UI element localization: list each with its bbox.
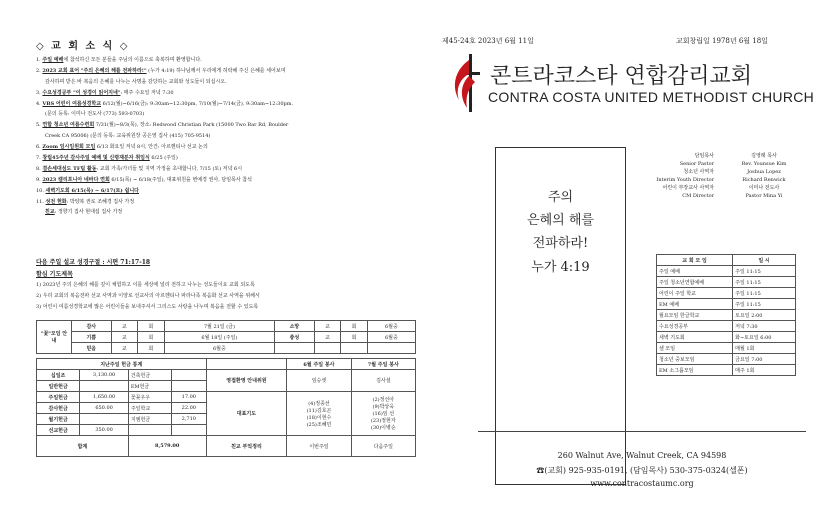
news-item-head: Zoom 임시임원회 모임 [42,144,96,151]
duty-head-july: 7월 주일 봉사 [351,359,415,370]
church-phone: ☎(교회) 925-935-0191, (담임목사) 530-375-0324(셀폰) [536,466,748,475]
schedule-cell: 6월중 [367,321,415,332]
news-item-number: 3. [36,89,43,96]
schedule-cell: 교 [111,332,138,343]
staff-names [723,153,805,201]
issue-number: 제45-24호 2023년 6월 11일 [442,37,534,45]
schedule-cell: 교 [111,343,138,354]
staff-role-en: Interim Youth Director [656,177,714,183]
staff-name-en: Rev. Younsue Kim [741,161,787,167]
meeting-time: 금요일 7:00 [733,354,796,365]
offering-cell: 선교헌금 [37,425,80,436]
meeting-name: 수요성경공부 [657,321,733,332]
news-item-text: (누가 4:19) 하나님께서 우리에게 허락해 주신 은혜를 세어보며 [146,67,286,74]
news-item [36,142,416,153]
church-name-korean: 콘트라코스타 연합감리교회 [490,64,753,89]
news-item-head: 연합 청소년 여름수련회 [42,122,95,129]
meeting-row [657,321,796,332]
duty-july: (2)정선아 (9)박상욱 (16)임 선 (23)정현자 (30)이병순 [351,392,415,436]
staff-name-kr: Joshua Lopez [747,169,781,175]
meeting-row [657,266,796,277]
offering-cell: 22.00 [172,403,206,414]
schedule-cell: 6월중 [164,343,274,354]
founded-date: 교회창립일 1978년 6월 18일 [676,37,768,45]
news-item-head: 결손세대섬도 TF팀 활동 [42,165,97,172]
schedule-cell: 소망 [275,321,315,332]
meeting-time: 화~토요일 6:00 [733,332,796,343]
news-item-number: 5. [36,122,43,129]
duty-july: 다음주일 [351,436,415,457]
meeting-time: 주일 11:15 [733,266,796,277]
staff-roles [632,153,714,201]
news-item [36,175,416,186]
offering-cell: 감사헌금 [37,403,80,414]
news-item [36,120,416,131]
meeting-time: 매월 1회 [733,343,796,354]
meeting-row [657,365,796,376]
meeting-time: 매주 1회 [733,365,796,376]
sermon-line-4: 누가 4:19 [531,260,590,275]
meeting-row [657,277,796,288]
offering-cell [172,370,206,381]
offering-cell: 3,130.00 [80,370,129,381]
offering-cell: 십일조 [37,370,80,381]
offering-cell: 일반헌금 [37,381,80,392]
schedule-cell: 회 [341,321,368,332]
news-item-text: 에 참석하신 모든 분들을 주님의 이름으로 축복하며 환영합니다. [63,57,202,63]
schedule-cell [275,343,315,354]
sermon-line-3: 전파하라! [532,236,589,251]
bible-heading: 다음 주일 설교 성경구절 : 시편 71:17-18 [36,259,151,266]
meeting-name: EM 예배 [657,299,733,310]
schedule-cell: 7월 21일 (금) [164,321,274,332]
schedule-cell: 감사 [72,321,112,332]
offering-total-value: 8,579.00 [128,436,206,457]
offering-cell: 650.00 [80,403,129,414]
meeting-name: 셀 모임 [657,343,733,354]
offering-cell [128,425,171,436]
duty-label: 대표기도 [206,392,287,436]
duty-july: 김사셜 [351,370,415,392]
meeting-time: 토요일 2:00 [733,310,796,321]
news-item-text: : 정향기 집사 현대섭 집사 가정 [54,209,123,216]
schedule-cell: 교 [314,321,341,332]
prayer-item: 2) 우리 교회의 복음전파 선교 사역과 이양로 선교사의 아르헨티나 파라나족 복음화 선교 사역을 위해서 [36,293,260,299]
offering-cell: 주일학교 [128,403,171,414]
news-item-text: 감사하며 받은 바 복음의 은혜를 나누는 사명을 감당하는 교회와 성도들이 되십시오. [45,78,227,85]
meeting-name: 새벽 기도회 [657,332,733,343]
news-item-text: 6/12(월)~6/16(금): 9:30am~12:30pm, 7/10(월)~7/14(금), 9:30am~12:30pm. [101,100,294,107]
news-item [36,55,416,66]
news-item [36,77,416,88]
offering-table [36,358,416,457]
duty-blank [206,359,287,370]
meeting-name: 주일 예배 [657,266,733,277]
news-item [36,164,416,175]
schedule-cell: 회 [138,343,165,354]
meeting-row [657,299,796,310]
news-item [36,109,416,120]
church-address: 260 Walnut Ave, Walnut Creek, CA 94598 [557,451,727,460]
staff-name-en: Richard Renwick [742,177,786,183]
duty-june: (4)정종선 (11)김호곤 (18)이현수 (25)조혜민 [287,392,351,436]
prayer-item: 3) 어린이 여름성경학교에 많은 어린이들을 보내주셔서 그리스도 사랑을 나누며 복음을 전할 수 있도록 [36,304,259,310]
duty-label: 영접환영 안내위원 [206,370,287,392]
offering-cell: 2,710 [172,414,206,425]
schedule-cell: 회 [341,332,368,343]
news-item-text: 7/31(월)~8/3(목), 장소: Redwood Christian Park (15000 Two Bar Rd, Boulder [94,122,289,129]
staff-role-en: CM Director [682,193,714,199]
meeting-row [657,354,796,365]
duty-head-june: 6월 주일 봉사 [287,359,351,370]
news-list [36,55,416,218]
meeting-row [657,310,796,321]
cross-flame-logo-icon [445,52,487,114]
sermon-title-box [495,147,626,485]
news-item-number: 4. [36,100,43,107]
news-title: ◇ 교 회 소 식 ◇ [36,41,130,52]
sermon-line-1: 주의 [547,190,574,205]
news-item-text: (문의 등록: 이미나 전도사 (773) 593-0703) [45,111,145,118]
news-item-head: 2023 교회 표어 "주의 은혜의 해를 전파하라!" [42,67,147,74]
news-item [36,66,416,77]
offering-cell: 건축헌금 [128,370,171,381]
meeting-time: 저녁 7:30 [733,321,796,332]
news-item [36,186,416,197]
schedule-row [37,343,416,354]
staff-role-kr: 담임목사 [694,153,714,159]
news-item [36,197,416,208]
news-item-number: 10. [36,187,46,194]
news-item-head: 창립45주년 감사주일 예배 및 신령재분자 취임식 [42,155,150,162]
news-item-number: 8. [36,165,43,172]
news-item [36,99,416,110]
schedule-cell: 6월중 [367,332,415,343]
meeting-name: EM 소그룹모임 [657,365,733,376]
offering-cell [80,381,129,392]
offering-title: 지난주일 헌금 통계 [37,359,207,370]
offering-cell [172,381,206,392]
offering-row [37,370,416,381]
offering-cell: 주일헌금 [37,392,80,403]
prayer-heading: 함심 기도제목 [36,271,73,278]
news-item-number: 9. [36,176,43,183]
staff-role-kr: 어린이 부장교사 사역자 [662,185,714,191]
news-item-number: 7. [36,155,43,162]
offering-cell: 17.00 [172,392,206,403]
meeting-time: 주일 11:15 [733,277,796,288]
schedule-cell: 회 [138,321,165,332]
prayer-list [36,282,260,315]
meeting-time: 주일 11:15 [733,288,796,299]
church-website: www.contracostaumc.org [590,479,694,488]
staff-role-en: Senior Pastor [679,161,714,167]
meeting-row [657,332,796,343]
prayer-item: 1) 2023년 주의 은혜의 해를 깊이 체험하고 이를 세상에 널리 전하고 나누는 성도들이요 교회 되도록 [36,282,255,288]
staff-name-kr: 이미나 전도사 [748,185,780,191]
schedule-cell: 충성 [275,332,315,343]
meetings-table [656,254,796,376]
divider [478,431,806,432]
news-item-head: 성전 현화 [45,198,67,205]
news-item [36,88,416,99]
meeting-row [657,343,796,354]
schedule-row [37,321,416,332]
offering-total-label: 합계 [37,436,129,457]
offering-cell [80,414,129,425]
schedule-cell [341,343,368,354]
news-item-head: 새벽기도회 6/15(목) ~ 6/17(토) 쉽니다 [45,187,139,194]
schedule-cell: 회 [138,332,165,343]
news-item-text: 6/25 (주일) [149,155,178,162]
offering-row [37,392,416,403]
schedule-cell: 6월 18일 (주일) [164,332,274,343]
duty-label: 친교 부엌정리 [206,436,287,457]
news-item-text: : 교회 가족/가녀들 및 지역 가정을 초대합니다, 7/15 (토) 저녁 6시 [96,165,243,172]
news-item-head: VBS 어린이 여름성경학교 [42,100,102,107]
meetings-header: 일 시 [733,255,796,266]
meetings-header: 교 회 모 임 [657,255,733,266]
news-item [36,153,416,164]
news-item [36,131,416,142]
schedule-cell: 교 [111,321,138,332]
duty-june: 임승셋 [287,370,351,392]
schedule-cell: 교 [314,332,341,343]
schedule-label: "꽃"모임 안내 [37,321,72,354]
schedule-row [37,332,416,343]
church-name-english: CONTRA COSTA UNITED METHODIST CHURCH [488,89,815,105]
schedule-cell [367,343,415,354]
duty-june: 이번주일 [287,436,351,457]
news-item-text: Creek CA 95006) (문의 등록: 교육위원장 공은영 집사 (415) 705-9514) [45,133,211,140]
meeting-name: 어린이 주일 학교 [657,288,733,299]
offering-cell: 꽃꽂우우 [128,392,171,403]
schedule-table [36,320,416,354]
offering-cell [172,425,206,436]
news-item-head: 수요성경공부 "이 성경이 읽어지네" [42,89,121,96]
meeting-row [657,288,796,299]
news-item-text: : 매주 수요일 저녁 7:30 [120,89,174,96]
sermon-line-2: 은혜의 해를 [527,213,594,228]
staff-name-en: Pastor Mina Yi [745,193,783,199]
meeting-time: 주일 11:15 [733,299,796,310]
offering-cell: 350.00 [80,425,129,436]
news-item-head: 주일 예배 [42,57,64,63]
offering-cell: EM헌금 [128,381,171,392]
news-item-text: : 박양복 권로 조혜경 집사 가정 [66,198,135,205]
offering-cell: 지엠헌금 [128,414,171,425]
meeting-name: 주일 청소년연합예배 [657,277,733,288]
news-item-text: 6/13 화요일 저녁 8시, 안건: 아르헨티나 선교 논의 [95,144,208,151]
news-item-number: 2. [36,67,43,74]
meeting-name: 청소년 중보모임 [657,354,733,365]
staff-role-kr: 청소년 사역자 [683,169,714,175]
offering-cell: 1,650.00 [80,392,129,403]
meeting-name: 월요모임 한글학교 [657,310,733,321]
news-item-number: 1. [36,57,43,63]
schedule-cell [314,343,341,354]
schedule-cell: 믿음 [72,343,112,354]
staff-name-kr: 김영래 목사 [751,153,777,159]
news-item [36,207,416,218]
news-item-number: 6. [36,144,43,151]
news-item-text: 6/15(목) ~ 6/18(주일), 대표위원을 변예경 권사, 담임목사 참석 [109,176,252,183]
news-item-head: 2023 캘리포니아 네바다 연회 [42,176,110,183]
news-item-head: 친교 [45,209,55,216]
schedule-cell: 기쁨 [72,332,112,343]
news-item-number: 11. [36,198,46,205]
offering-cell: 월기헌금 [37,414,80,425]
